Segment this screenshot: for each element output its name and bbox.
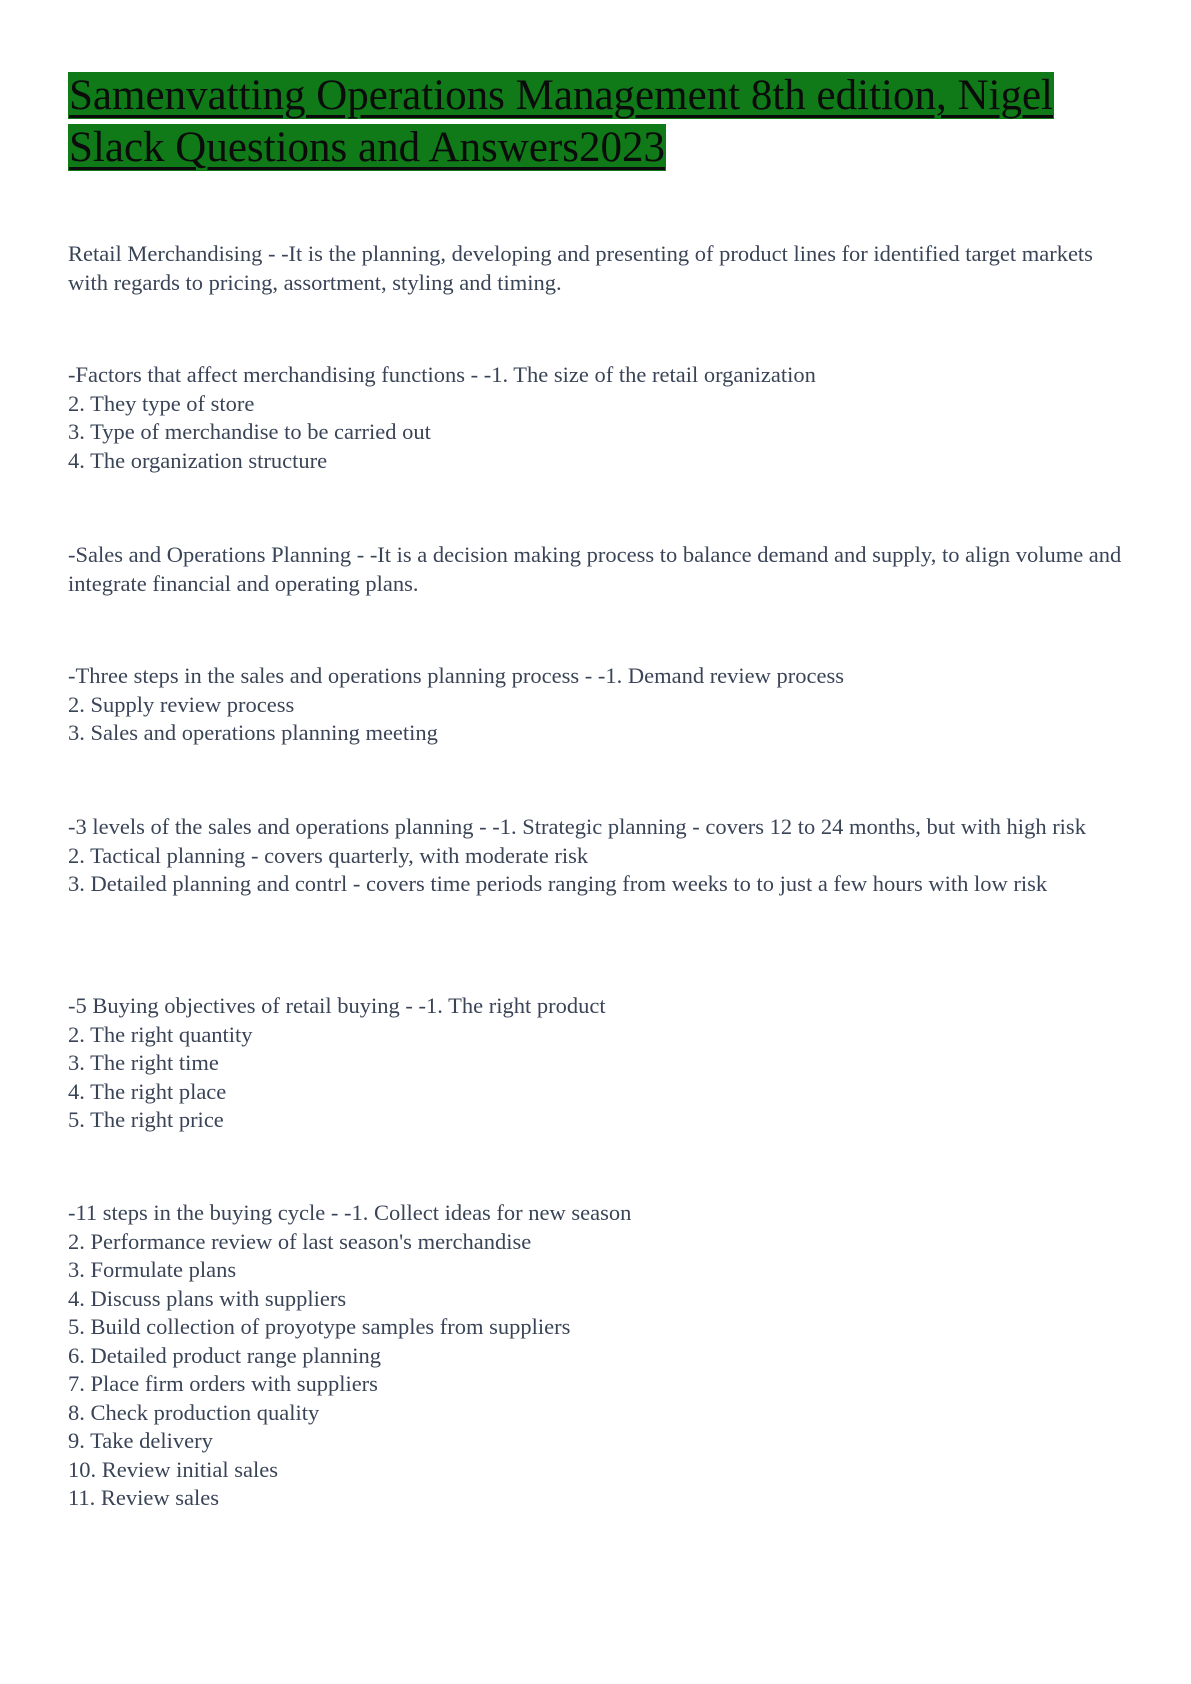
document-title-text: Samenvatting Operations Management 8th edition, Nigel Slack Questions and Answers2023 (69, 72, 1054, 171)
entry-line: 3. Sales and operations planning meeting (68, 720, 438, 745)
qa-entry-buying-objectives (68, 992, 1138, 1135)
entry-line: 3. Detailed planning and contrl - covers time periods ranging from weeks to to just a few hours with low risk (68, 871, 1048, 896)
entry-line: 3. The right time (68, 1050, 219, 1075)
qa-entry-three-steps (68, 662, 1138, 748)
entry-line: 9. Take delivery (68, 1428, 213, 1453)
entry-line: 6. Detailed product range planning (68, 1342, 382, 1368)
entry-line: 4. Discuss plans with suppliers (68, 1285, 347, 1311)
qa-entry-buying-cycle (68, 1199, 1138, 1513)
entry-line: 2. The right quantity (68, 1021, 253, 1047)
entry-line: -11 steps in the buying cycle - -1. Collect ideas for new season (68, 1200, 632, 1225)
entry-line: -3 levels of the sales and operations planning - -1. Strategic planning - covers 12 to 24 months, but with high risk (68, 814, 1086, 839)
entry-line: 4. The right place (68, 1078, 227, 1104)
entry-line: 5. The right price (68, 1107, 224, 1132)
entry-line: 11. Review sales (68, 1485, 220, 1510)
entry-line: 2. Performance review of last season's merchandise (68, 1228, 532, 1254)
entry-line: Retail Merchandising - -It is the planning, developing and presenting of product lines for identified target markets with regards to pricing, assortment, styling and timing. (68, 241, 1093, 295)
qa-entry-sales-operations-planning (68, 541, 1138, 598)
entry-line: 10. Review initial sales (68, 1456, 278, 1482)
qa-entry-merchandising-factors (68, 361, 1138, 475)
qa-entry-retail-merchandising (68, 240, 1138, 297)
entry-line: 5. Build collection of proyotype samples from suppliers (68, 1314, 571, 1339)
entry-line: -5 Buying objectives of retail buying - -1. The right product (68, 993, 606, 1018)
entry-line: 2. Tactical planning - covers quarterly, with moderate risk (68, 842, 589, 868)
entry-line: -Three steps in the sales and operations planning process - -1. Demand review process (68, 663, 845, 688)
entry-line: 8. Check production quality (68, 1399, 320, 1425)
entry-line: 3. Type of merchandise to be carried out (68, 419, 431, 444)
entry-line: 4. The organization structure (68, 447, 328, 473)
entry-line: 7. Place firm orders with suppliers (68, 1371, 378, 1396)
entry-line: -Factors that affect merchandising functions - -1. The size of the retail organization (68, 362, 816, 387)
entry-line: -Sales and Operations Planning - -It is a decision making process to balance demand and supply, to align volume and integrate financial and operating plans. (68, 542, 1122, 596)
entry-line: 2. Supply review process (68, 691, 295, 717)
qa-entry-three-levels (68, 813, 1138, 899)
entry-line: 2. They type of store (68, 390, 255, 416)
document-title (68, 70, 1128, 174)
entry-line: 3. Formulate plans (68, 1257, 237, 1282)
